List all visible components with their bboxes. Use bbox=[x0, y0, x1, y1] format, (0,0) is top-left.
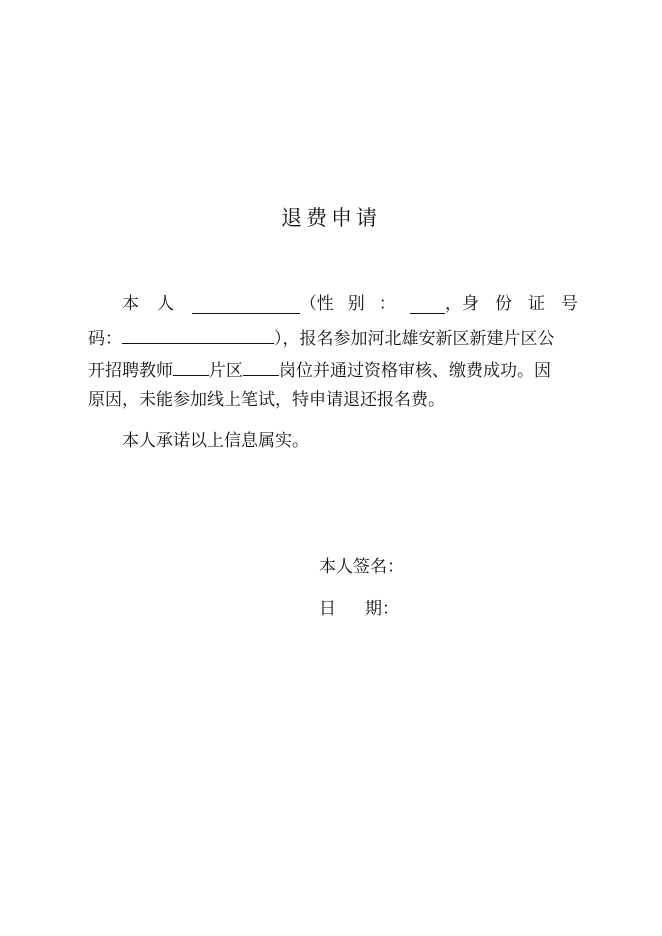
date-row bbox=[319, 599, 399, 619]
paragraph-line-2 bbox=[88, 326, 578, 349]
id-code-prefix: 码： bbox=[88, 329, 122, 349]
paren-open: （ bbox=[299, 294, 317, 314]
self-label: 本人 bbox=[122, 294, 192, 314]
gender-label: 性别： bbox=[316, 294, 410, 314]
date-label-day: 日 bbox=[319, 599, 336, 619]
id-number-blank bbox=[122, 326, 274, 344]
date-label-period: 期： bbox=[365, 599, 399, 619]
paragraph-line-1 bbox=[88, 294, 594, 314]
recruit-text: 开招聘教师 bbox=[88, 361, 173, 381]
comma: ， bbox=[445, 294, 462, 314]
id-label: 身份证号 bbox=[462, 294, 594, 314]
document-title: 退费申请 bbox=[281, 206, 381, 230]
approval-text: 岗位并通过资格审核、缴费成功。因 bbox=[279, 361, 551, 381]
signature-label: 本人签名： bbox=[319, 557, 404, 577]
name-blank bbox=[192, 296, 300, 314]
paragraph-commitment bbox=[88, 431, 578, 451]
paragraph-line-4: 原因，未能参加线上笔试，特申请退还报名费。 bbox=[88, 390, 445, 410]
gender-blank bbox=[410, 296, 445, 314]
district-blank bbox=[173, 358, 209, 376]
commitment-text: 本人承诺以上信息属实。 bbox=[122, 431, 309, 451]
registration-text: ），报名参加河北雄安新区新建片区公 bbox=[274, 329, 555, 349]
paragraph-line-3 bbox=[88, 358, 578, 381]
district-label: 片区 bbox=[209, 361, 243, 381]
position-blank bbox=[243, 358, 279, 376]
